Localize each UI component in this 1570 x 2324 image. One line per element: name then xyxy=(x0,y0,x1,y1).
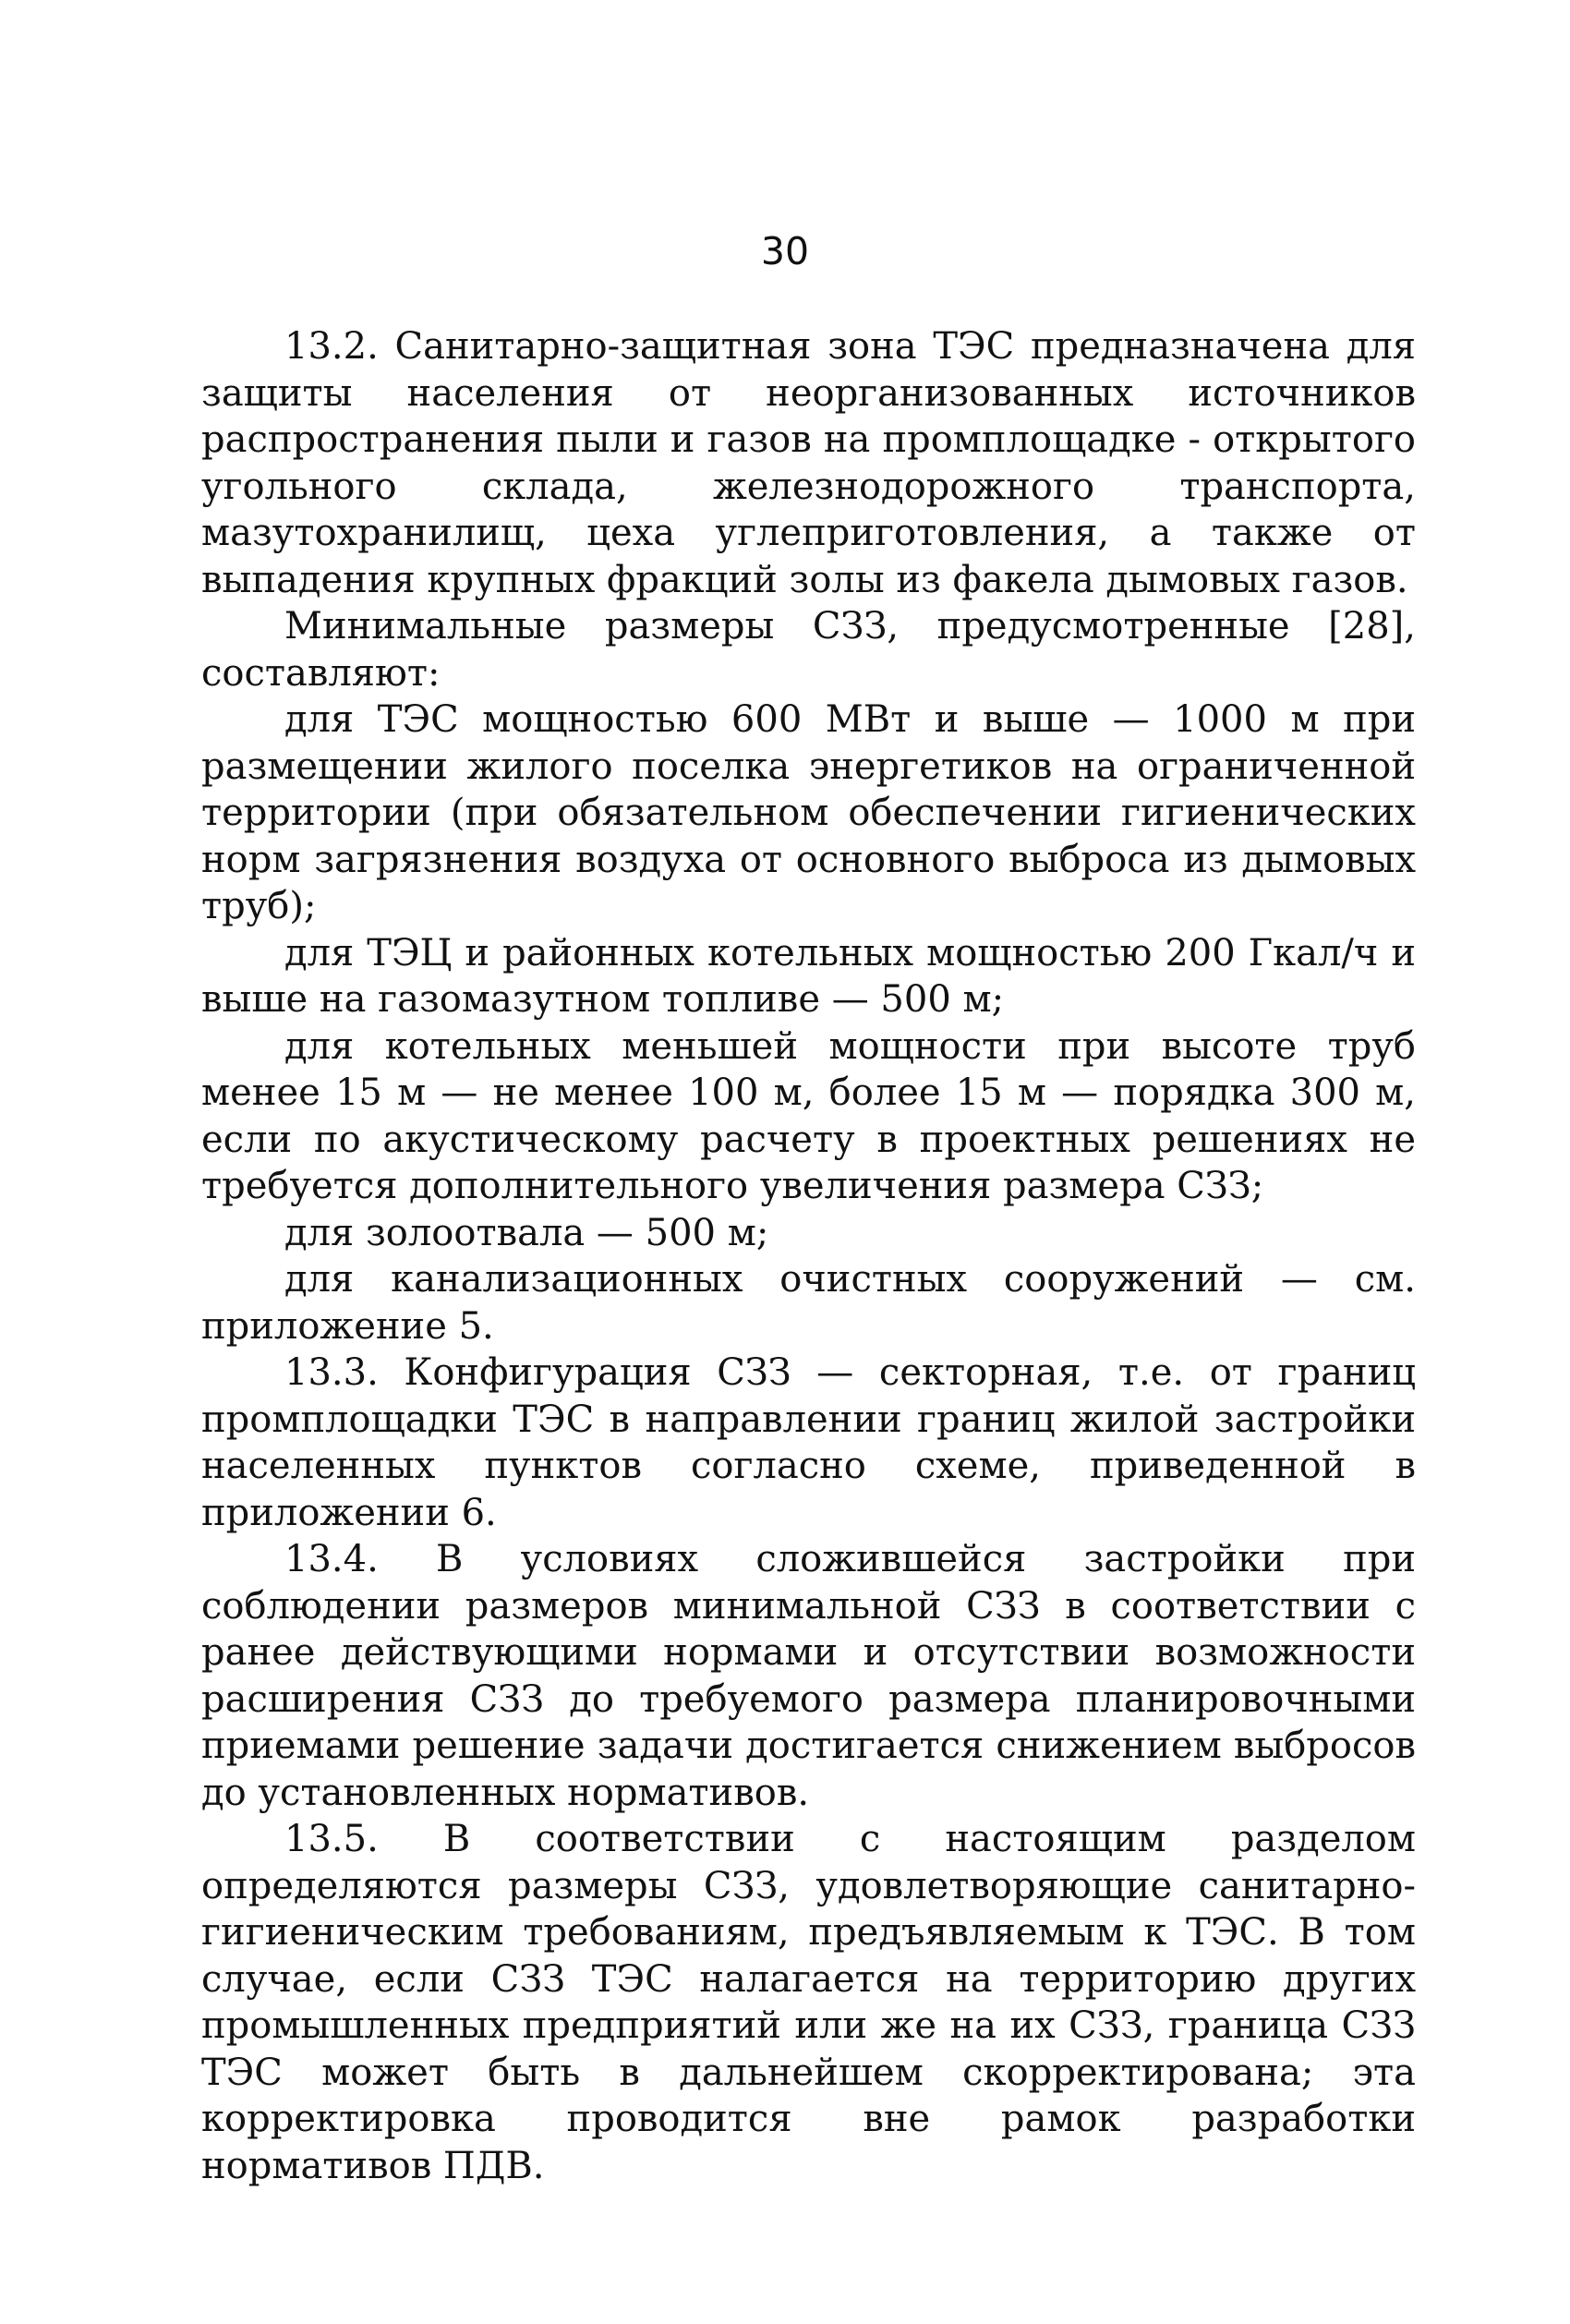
list-item-ash-dump: для золоотвала — 500 м; xyxy=(284,1211,769,1254)
paragraph-min-sizes-intro: Минимальные размеры СЗЗ, предусмотренные [28], составляют: xyxy=(201,605,1416,695)
body-text xyxy=(201,323,1416,2189)
list-item-tec: для ТЭЦ и районных котельных мощностью 200 Гкал/ч и выше на газомазутном топливе — 500 м; xyxy=(201,931,1416,1021)
paragraph-13-4: 13.4. В условиях сложившейся застройки при соблюдении размеров минимальной СЗЗ в соответствии с ранее действующими нормами и отсутствии возможности расширения СЗЗ до требуемого размера планировочными приемами решение задачи достигается снижением выбросов до установленных нормативов. xyxy=(201,1538,1416,1814)
list-item-sewage: для канализационных очистных сооружений — см. приложение 5. xyxy=(201,1258,1416,1348)
paragraph-13-2: 13.2. Санитарно-защитная зона ТЭС предназначена для защиты населения от неорганизованных источников распространения пыли и газов на промплощадке - открытого угольного склада, железнодорожного транспорта, мазутохранилищ, цеха углеприготовления, а также от выпадения крупных фракций золы из факела дымовых газов. xyxy=(201,325,1416,601)
paragraph-13-3: 13.3. Конфигурация СЗЗ — секторная, т.е. от границ промплощадки ТЭС в направлении границ жилой застройки населенных пунктов согласно схеме, приведенной в приложении 6. xyxy=(201,1351,1416,1534)
page-number: 30 xyxy=(760,229,810,273)
list-item-tes: для ТЭС мощностью 600 МВт и выше — 1000 м при размещении жилого поселка энергетиков на ограниченной территории (при обязательном обеспечении гигиенических норм загрязнения воздуха от основного выброса из дымовых труб); xyxy=(201,698,1416,927)
list-item-boilers: для котельных меньшей мощности при высоте труб менее 15 м — не менее 100 м, более 15 м — порядка 300 м, если по акустическому расчету в проектных решениях не требуется дополнительного увеличения размера СЗЗ; xyxy=(201,1024,1416,1207)
paragraph-13-5: 13.5. В соответствии с настоящим разделом определяются размеры СЗЗ, удовлетворяющие санитарно-гигиеническим требованиям, предъявляемым к ТЭС. В том случае, если СЗЗ ТЭС налагается на территорию других промышленных предприятий или же на их СЗЗ, граница СЗЗ ТЭС может быть в дальнейшем скорректирована; эта корректировка проводится вне рамок разработки нормативов ПДВ. xyxy=(201,1818,1416,2187)
